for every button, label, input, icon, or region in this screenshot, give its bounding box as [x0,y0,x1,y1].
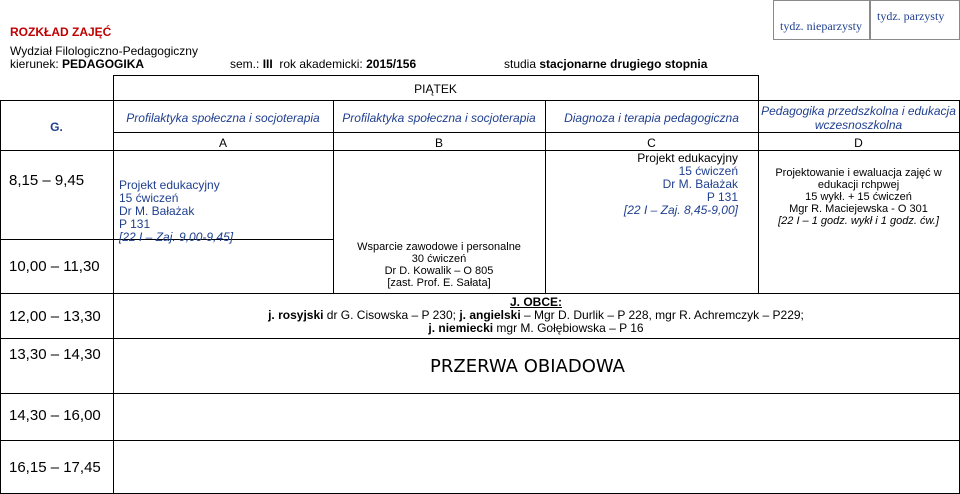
column-title-b: Profilaktyka społeczna i socjoterapia [342,111,536,125]
time-slot-6: 16,15 – 17,45 [9,459,101,476]
grid-line [113,75,758,76]
kierunek-value: PEDAGOGIKA [62,57,145,71]
class-cell-d1 [758,167,959,227]
rok-label: rok akademicki: [279,57,363,71]
sem-value: III [262,57,273,71]
studia-label: studia [504,57,537,71]
program-info [10,57,144,71]
course-hours: 30 ćwiczeń [411,253,467,265]
lunch-break: PRZERWA OBIADOWA [430,356,625,377]
column-title-c: Diagnoza i terapia pedagogiczna [564,111,739,125]
faculty-label: Wydział Filologiczno-Pedagogiczny [10,44,198,58]
time-slot-1: 8,15 – 9,45 [9,172,85,189]
course-title: Wsparcie zawodowe i personalne [357,241,521,253]
grid-line [0,440,960,441]
course-teacher: Dr D. Kowalik – O 805 [384,265,494,277]
lang-russian: j. rosyjski [268,308,324,322]
grid-line [0,150,960,151]
group-label: G. [50,120,63,134]
column-letter-a: A [218,136,227,150]
class-cell-c1 [545,152,738,217]
lang-german-teacher: mgr M. Gołębiowska – P 16 [493,321,644,335]
week-even-box [870,0,960,40]
semester-info [230,57,416,71]
course-note: [zast. Prof. E. Sałata] [387,277,491,289]
course-title: Projekt edukacyjny [637,151,738,165]
lang-english-teacher: – Mgr D. Durlik – P 228, mgr R. Achremczyk – P229; [520,308,804,322]
course-note: [22 I – Zaj. 9,00-9,45] [119,230,234,244]
foreign-languages-cell [113,296,959,335]
column-title-a: Profilaktyka społeczna i socjoterapia [126,111,320,125]
time-slot-2: 10,00 – 11,30 [9,258,100,275]
time-slot-5: 14,30 – 16,00 [9,407,101,424]
course-hours: 15 ćwiczeń [678,164,738,178]
course-hours: 15 wykł. + 15 ćwiczeń [805,191,912,203]
lang-german: j. niemiecki [428,321,494,335]
foreign-languages-title: J. OBCE: [509,295,562,309]
course-teacher: Dr M. Bałażak [662,177,738,191]
column-letter-c: C [647,136,656,150]
course-title-cont: edukacji rchpwej [817,179,900,191]
course-teacher: Mgr R. Maciejewska - O 301 [789,203,928,215]
time-slot-3: 12,00 – 13,30 [9,308,101,325]
course-note: [22 I – 1 godz. wykł i 1 godz. ćw.] [778,215,939,227]
studia-info [504,57,707,71]
class-cell-b2 [333,241,545,289]
course-note: [22 I – Zaj. 8,45-9,00] [623,203,738,217]
week-odd-label: tydz. nieparzysty [780,19,862,33]
grid-line [0,100,960,101]
course-title: Projekt edukacyjny [119,178,220,192]
week-even-label: tydz. parzysty [877,9,945,23]
grid-line [0,293,960,294]
time-slot-4: 13,30 – 14,30 [9,346,101,363]
grid-line [113,132,960,133]
column-letter-d: D [854,136,863,150]
column-title-d: Pedagogika przedszkolna i edukacja wczesnoszkolna [761,104,956,132]
lang-russian-teacher: dr G. Cisowska – P 230; [323,308,460,322]
class-cell-a1 [119,179,233,244]
week-odd-box [773,0,870,40]
studia-value: stacjonarne drugiego stopnia [539,57,708,71]
grid-line [0,100,1,494]
kierunek-label: kierunek: [10,57,59,71]
course-room: P 131 [706,190,738,204]
foreign-languages-line-2 [113,322,959,335]
sem-label: sem.: [230,57,260,71]
day-header: PIĄTEK [414,82,457,96]
course-hours: 15 ćwiczeń [119,191,179,205]
column-letter-b: B [434,136,443,150]
rok-value: 2015/156 [366,57,417,71]
course-title: Projektowanie i ewaluacja zajęć w [775,167,942,179]
course-room: P 131 [119,217,151,231]
lang-english: j. angielski [459,308,521,322]
grid-line [0,338,960,339]
grid-line [0,393,960,394]
page-title: ROZKŁAD ZAJĘĆ [10,25,112,39]
course-teacher: Dr M. Bałażak [119,204,195,218]
